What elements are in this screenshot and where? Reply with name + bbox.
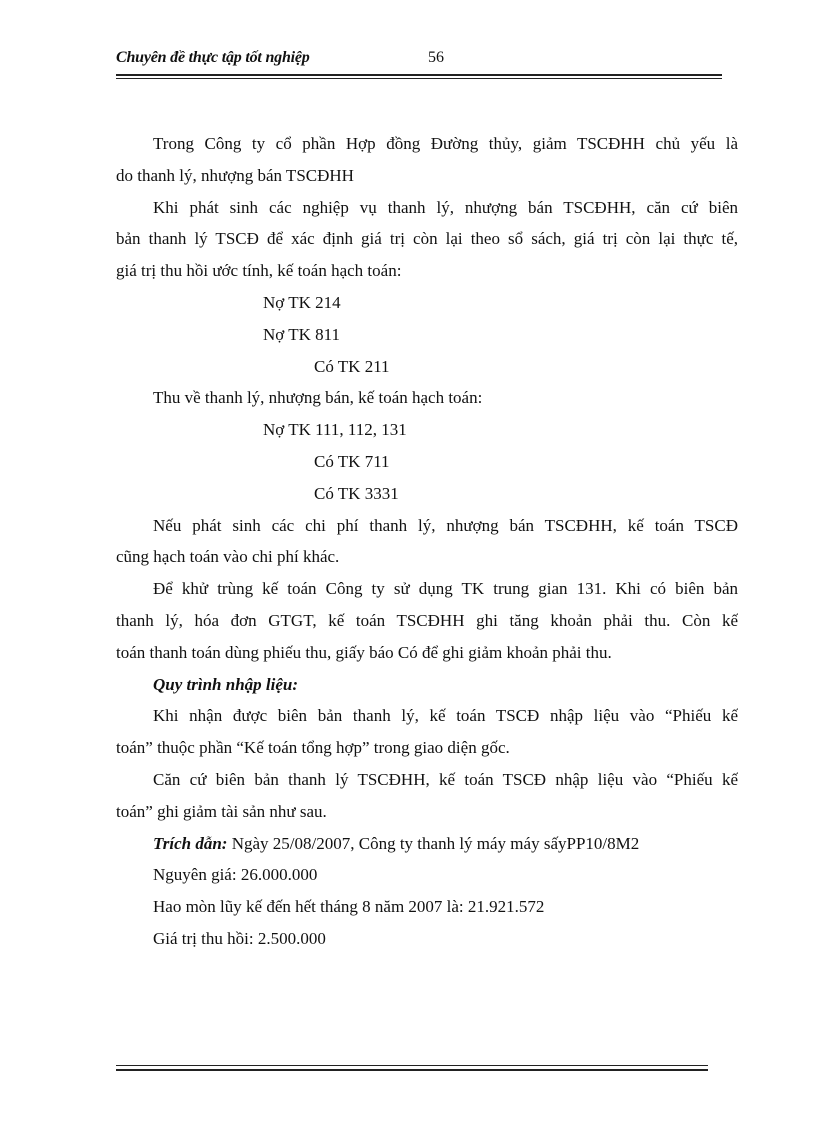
journal-credit-line: Có TK 711 [314, 451, 390, 471]
paragraph-line: Để khử trùng kế toán Công ty sử dụng TK trung gian 131. Khi có biên bản [153, 579, 738, 599]
paragraph-line: thanh lý, hóa đơn GTGT, kế toán TSCĐHH ghi tăng khoản phải thu. Còn kế [116, 610, 738, 630]
header-rule-bottom [116, 78, 722, 79]
paragraph-line: cũng hạch toán vào chi phí khác. [116, 547, 340, 567]
paragraph-line: Căn cứ biên bản thanh lý TSCĐHH, kế toán TSCĐ nhập liệu vào “Phiếu kế [153, 769, 738, 789]
footer-rule-top [116, 1065, 708, 1066]
paragraph-line: toán” thuộc phần “Kế toán tổng hợp” trong giao diện gốc. [116, 738, 510, 758]
journal-credit-line: Có TK 3331 [314, 483, 399, 503]
journal-credit-line: Có TK 211 [314, 356, 390, 376]
excerpt-text: Ngày 25/08/2007, Công ty thanh lý máy máy sấyPP10/8M2 [227, 833, 640, 853]
paragraph-line: Nếu phát sinh các chi phí thanh lý, nhượng bán TSCĐHH, kế toán TSCĐ [153, 515, 738, 535]
page-number: 56 [428, 49, 444, 66]
page-header [116, 46, 722, 72]
journal-debit-line: Nợ TK 811 [263, 324, 340, 344]
original-cost-line: Nguyên giá: 26.000.000 [153, 865, 318, 885]
paragraph-line: bản thanh lý TSCĐ để xác định giá trị còn lại theo sổ sách, giá trị còn lại thực tế, [116, 229, 738, 249]
section-heading: Quy trình nhập liệu: [153, 674, 299, 694]
paragraph-line: Thu về thanh lý, nhượng bán, kế toán hạch toán: [153, 388, 483, 408]
paragraph-line: toán” ghi giảm tài sản như sau. [116, 801, 327, 821]
paragraph-line: Trong Công ty cổ phần Hợp đồng Đường thủy, giảm TSCĐHH chủ yếu là [153, 134, 738, 153]
paragraph-line: Khi phát sinh các nghiệp vụ thanh lý, nhượng bán TSCĐHH, căn cứ biên [153, 197, 738, 217]
excerpt-label: Trích dẫn: [153, 833, 228, 853]
paragraph-line: toán thanh toán dùng phiếu thu, giấy báo Có để ghi giảm khoản phải thu. [116, 642, 612, 662]
paragraph-line: giá trị thu hồi ước tính, kế toán hạch toán: [116, 261, 402, 281]
excerpt-line [116, 828, 738, 860]
recovery-value-line: Giá trị thu hồi: 2.500.000 [153, 928, 326, 948]
journal-debit-line: Nợ TK 111, 112, 131 [263, 420, 407, 440]
header-title: Chuyên đề thực tập tốt nghiệp [116, 49, 310, 66]
depreciation-line: Hao mòn lũy kế đến hết tháng 8 năm 2007 là: 21.921.572 [153, 897, 545, 917]
header-rule-top [116, 74, 722, 76]
journal-debit-line: Nợ TK 214 [263, 292, 341, 312]
paragraph-line: Khi nhận được biên bản thanh lý, kế toán TSCĐ nhập liệu vào “Phiếu kế [153, 706, 738, 726]
paragraph-line: do thanh lý, nhượng bán TSCĐHH [116, 165, 354, 185]
page-body [116, 128, 738, 955]
footer-rule-bottom [116, 1069, 708, 1071]
